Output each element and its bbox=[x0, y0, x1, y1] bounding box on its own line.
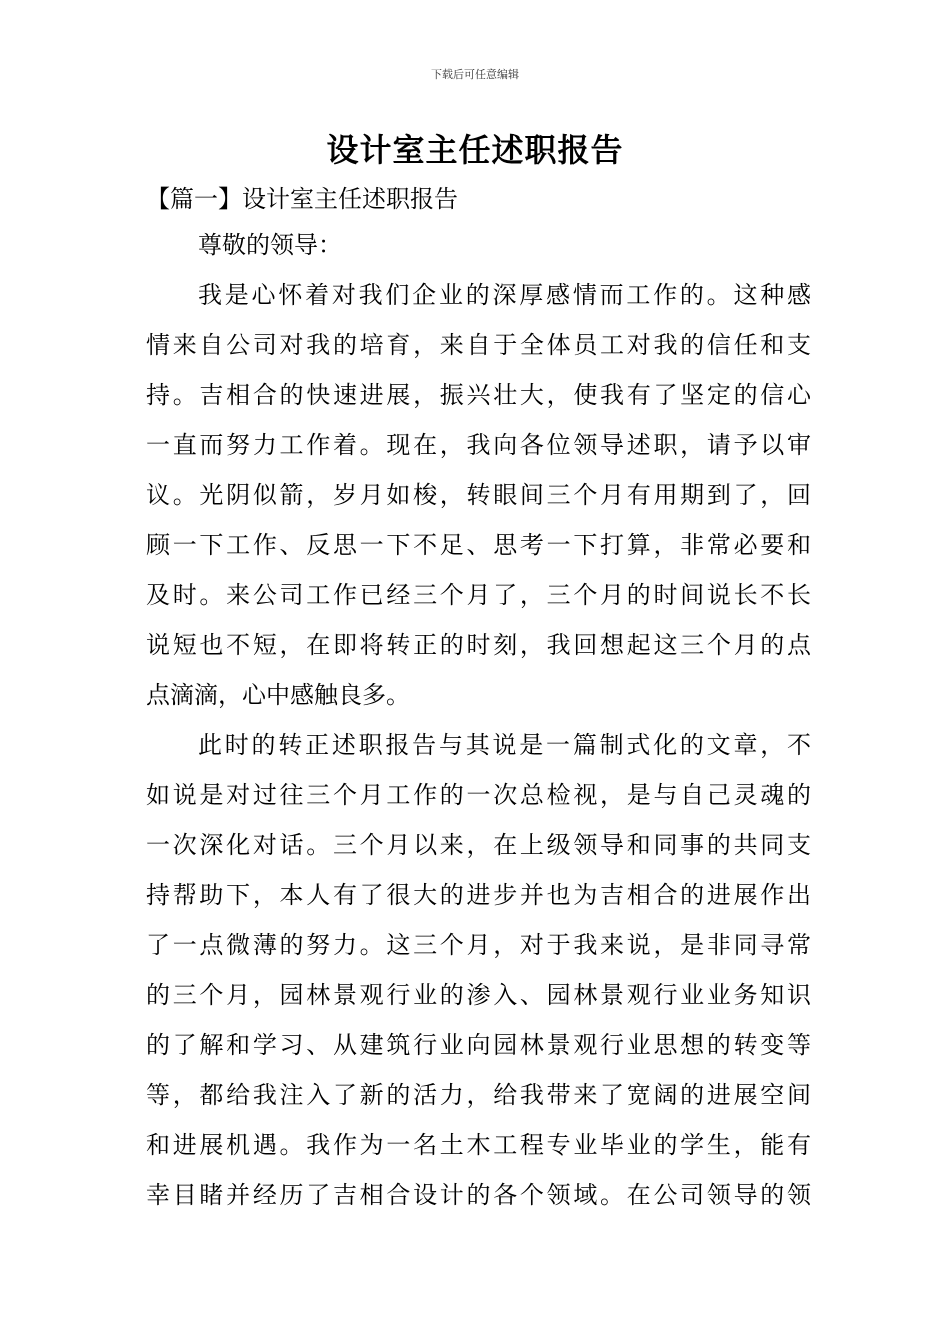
paragraph-line: 等，都给我注入了新的活力，给我带来了宽阔的进展空间 bbox=[146, 1081, 811, 1109]
paragraph-line: 点滴滴，心中感触良多。 bbox=[146, 681, 410, 709]
paragraph-2 bbox=[146, 720, 811, 1220]
paragraph-line: 我是心怀着对我们企业的深厚感情而工作的。这种感 bbox=[198, 281, 811, 309]
section-heading: 【篇一】设计室主任述职报告 bbox=[146, 185, 458, 213]
document-body bbox=[146, 178, 811, 1220]
paragraph-line: 顾一下工作、反思一下不足、思考一下打算，非常必要和 bbox=[146, 531, 811, 559]
salutation: 尊敬的领导： bbox=[198, 231, 342, 259]
paragraph-line: 此时的转正述职报告与其说是一篇制式化的文章，不 bbox=[198, 731, 811, 759]
paragraph-line: 了一点微薄的努力。这三个月，对于我来说，是非同寻常 bbox=[146, 931, 811, 959]
document-title: 设计室主任述职报告 bbox=[326, 131, 624, 169]
paragraph-line: 和进展机遇。我作为一名土木工程专业毕业的学生，能有 bbox=[146, 1131, 811, 1159]
paragraph-1 bbox=[146, 270, 811, 720]
paragraph-line: 幸目睹并经历了吉相合设计的各个领域。在公司领导的领 bbox=[146, 1181, 811, 1209]
paragraph-line: 持帮助下，本人有了很大的进步并也为吉相合的进展作出 bbox=[146, 881, 811, 909]
paragraph-line: 的了解和学习、从建筑行业向园林景观行业思想的转变等 bbox=[146, 1031, 811, 1059]
paragraph-line: 的三个月，园林景观行业的渗入、园林景观行业业务知识 bbox=[146, 981, 811, 1009]
paragraph-line: 一直而努力工作着。现在，我向各位领导述职，请予以审 bbox=[146, 431, 811, 459]
paragraph-line: 一次深化对话。三个月以来，在上级领导和同事的共同支 bbox=[146, 831, 811, 859]
paragraph-line: 如说是对过往三个月工作的一次总检视，是与自己灵魂的 bbox=[146, 781, 811, 809]
paragraph-line: 情来自公司对我的培育，来自于全体员工对我的信任和支 bbox=[146, 331, 811, 359]
paragraph-line: 持。吉相合的快速进展，振兴壮大，使我有了坚定的信心 bbox=[146, 381, 811, 409]
paragraph-line: 说短也不短，在即将转正的时刻，我回想起这三个月的点 bbox=[146, 631, 811, 659]
paragraph-line: 及时。来公司工作已经三个月了，三个月的时间说长不长 bbox=[146, 581, 811, 609]
paragraph-line: 议。光阴似箭，岁月如梭，转眼间三个月有用期到了，回 bbox=[146, 481, 811, 509]
header-note: 下载后可任意编辑 bbox=[431, 68, 519, 81]
